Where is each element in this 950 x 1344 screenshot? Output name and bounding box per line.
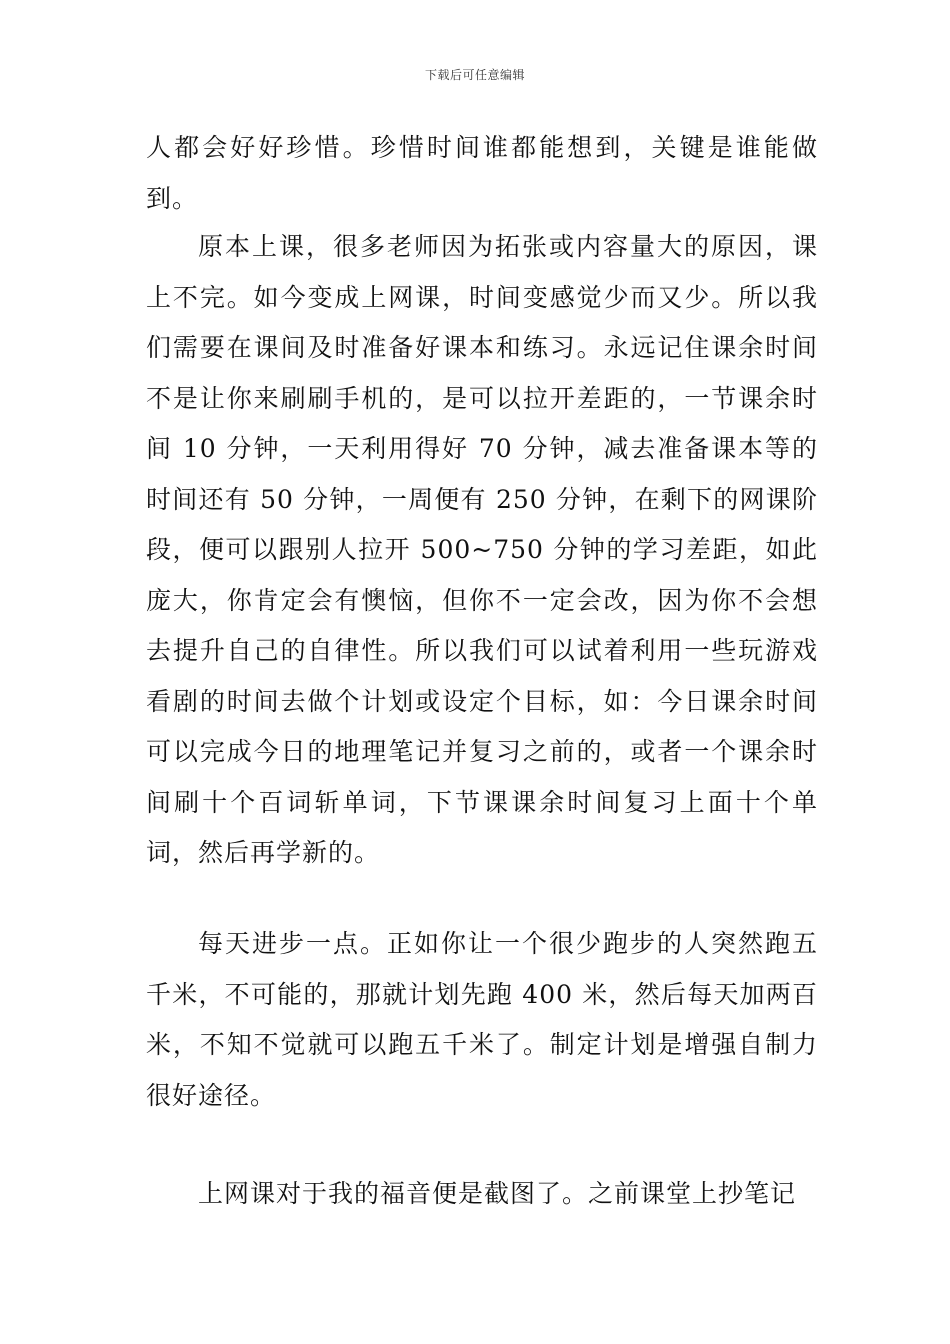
header-note: 下载后可任意编辑: [424, 68, 525, 82]
paragraph-class-time: 原本上课，很多老师因为拓张或内容量大的原因，课上不完。如今变成上网课，时间变感觉少而又少。所以我们需要在课间及时准备好课本和练习。永远记住课余时间不是让你来刷刷手机的，是可以拉开差距的，一节课余时间 10 分钟，一天利用得好 70 分钟，减去准备课本等的时间还有 50 分钟，一周便有 250 分钟，在剩下的网课阶段，便可以跟别人拉开 500~750 分钟的学习差距，如此庞大，你肯定会有懊恼，但你不一定会改，因为你不会想去提升自己的自律性。所以我们可以试着利用一些玩游戏看剧的时间去做个计划或设定个目标，如：今日课余时间可以完成今日的地理笔记并复习之前的，或者一个课余时间刷十个百词斩单词，下节课课余时间复习上面十个单词，然后再学新的。: [146, 232, 818, 867]
paragraph-continuation: 人都会好好珍惜。珍惜时间谁都能想到，关键是谁能做到。: [146, 133, 818, 213]
paragraph-screenshot: 上网课对于我的福音便是截图了。之前课堂上抄笔记: [198, 1179, 797, 1208]
paragraph-daily-progress: 每天进步一点。正如你让一个很少跑步的人突然跑五千米，不可能的，那就计划先跑 400 米，然后每天加两百米，不知不觉就可以跑五千米了。制定计划是增强自制力很好途径。: [146, 929, 818, 1110]
